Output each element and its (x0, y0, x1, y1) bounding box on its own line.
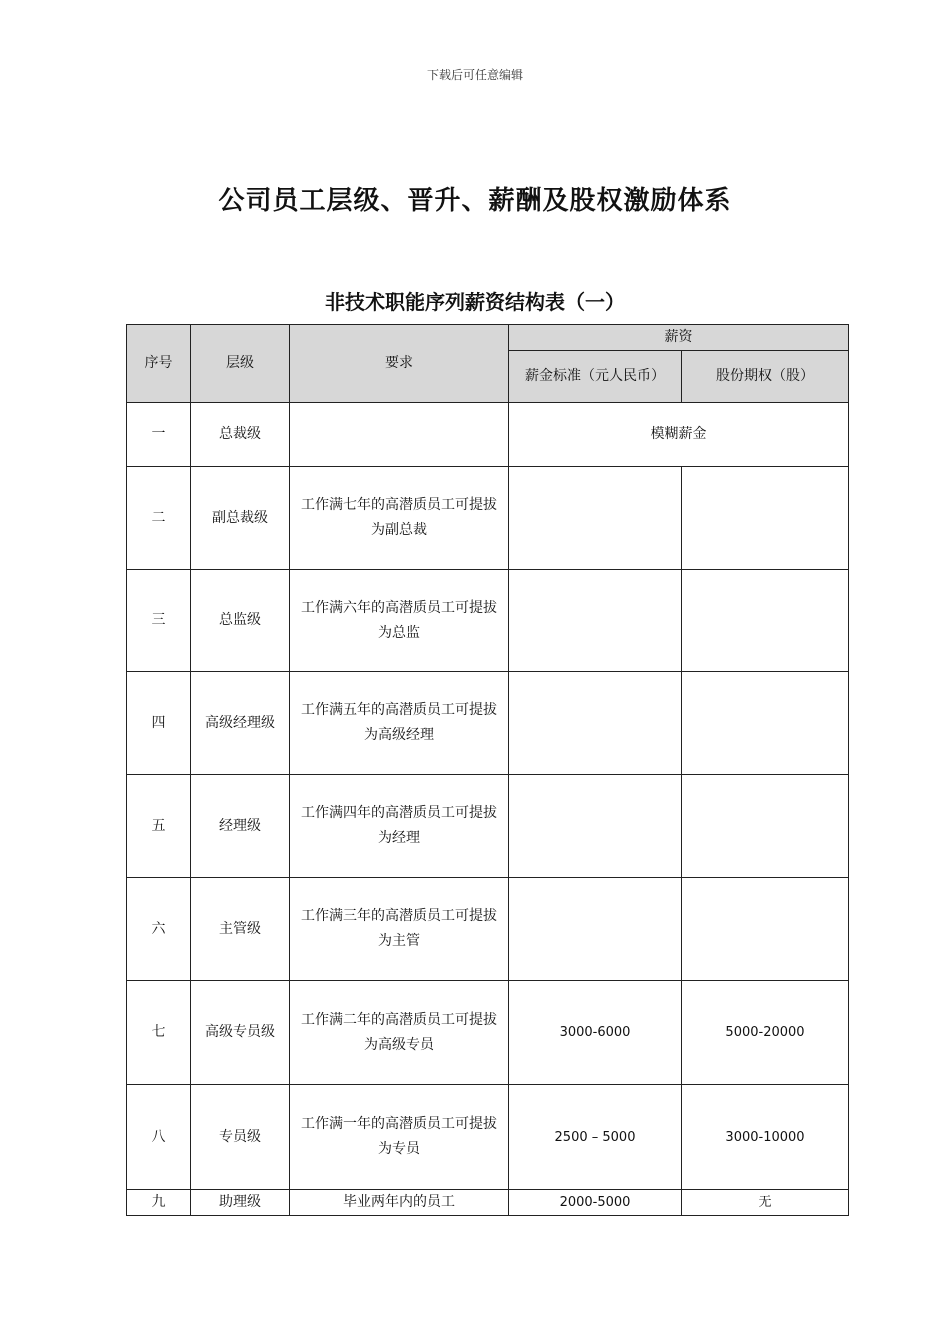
header-index: 序号 (127, 325, 191, 403)
row-stock (682, 672, 849, 775)
salary-structure-table (126, 324, 849, 1216)
table-row (127, 878, 849, 981)
header-salary-standard: 薪金标准（元人民币） (509, 351, 682, 403)
row-salary (509, 878, 682, 981)
row-index: 五 (127, 775, 191, 878)
row-salary (509, 570, 682, 672)
row-level: 高级经理级 (191, 672, 290, 775)
row-stock (682, 775, 849, 878)
row-level: 总裁级 (191, 403, 290, 467)
row-index: 七 (127, 981, 191, 1085)
row-requirement: 毕业两年内的员工 (290, 1190, 509, 1216)
row-requirement: 工作满一年的高潜质员工可提拔为专员 (290, 1085, 509, 1190)
header-level: 层级 (191, 325, 290, 403)
table-row (127, 570, 849, 672)
row-level: 高级专员级 (191, 981, 290, 1085)
row-requirement: 工作满三年的高潜质员工可提拔为主管 (290, 878, 509, 981)
row-requirement: 工作满二年的高潜质员工可提拔为高级专员 (290, 981, 509, 1085)
row-stock (682, 467, 849, 570)
row-requirement: 工作满六年的高潜质员工可提拔为总监 (290, 570, 509, 672)
row-requirement: 工作满七年的高潜质员工可提拔为副总裁 (290, 467, 509, 570)
row-salary (509, 467, 682, 570)
row-stock: 无 (682, 1190, 849, 1216)
row-requirement: 工作满四年的高潜质员工可提拔为经理 (290, 775, 509, 878)
row-index: 四 (127, 672, 191, 775)
table-row (127, 1085, 849, 1190)
row-stock: 5000-20000 (682, 981, 849, 1085)
row-index: 三 (127, 570, 191, 672)
row-requirement: 工作满五年的高潜质员工可提拔为高级经理 (290, 672, 509, 775)
row-index: 八 (127, 1085, 191, 1190)
row-stock: 3000-10000 (682, 1085, 849, 1190)
row-level: 专员级 (191, 1085, 290, 1190)
table-title: 非技术职能序列薪资结构表（一） (325, 290, 625, 314)
row-index: 一 (127, 403, 191, 467)
row-requirement (290, 403, 509, 467)
row-salary: 2500 – 5000 (509, 1085, 682, 1190)
table-row (127, 1190, 849, 1216)
row-index: 九 (127, 1190, 191, 1216)
row-salary: 3000-6000 (509, 981, 682, 1085)
header-stock-options: 股份期权（股） (682, 351, 849, 403)
table-row (127, 981, 849, 1085)
row-salary-merged: 模糊薪金 (509, 403, 849, 467)
row-level: 总监级 (191, 570, 290, 672)
table-row (127, 467, 849, 570)
row-level: 主管级 (191, 878, 290, 981)
document-title: 公司员工层级、晋升、薪酬及股权激励体系 (218, 186, 732, 216)
row-level: 副总裁级 (191, 467, 290, 570)
row-index: 六 (127, 878, 191, 981)
row-stock (682, 878, 849, 981)
row-salary: 2000-5000 (509, 1190, 682, 1216)
table-row (127, 775, 849, 878)
header-salary-group: 薪资 (509, 325, 849, 351)
header-note: 下载后可任意编辑 (426, 68, 523, 82)
row-level: 助理级 (191, 1190, 290, 1216)
table-row (127, 672, 849, 775)
row-salary (509, 775, 682, 878)
row-level: 经理级 (191, 775, 290, 878)
header-requirement: 要求 (290, 325, 509, 403)
table-row (127, 403, 849, 467)
row-stock (682, 570, 849, 672)
row-index: 二 (127, 467, 191, 570)
row-salary (509, 672, 682, 775)
